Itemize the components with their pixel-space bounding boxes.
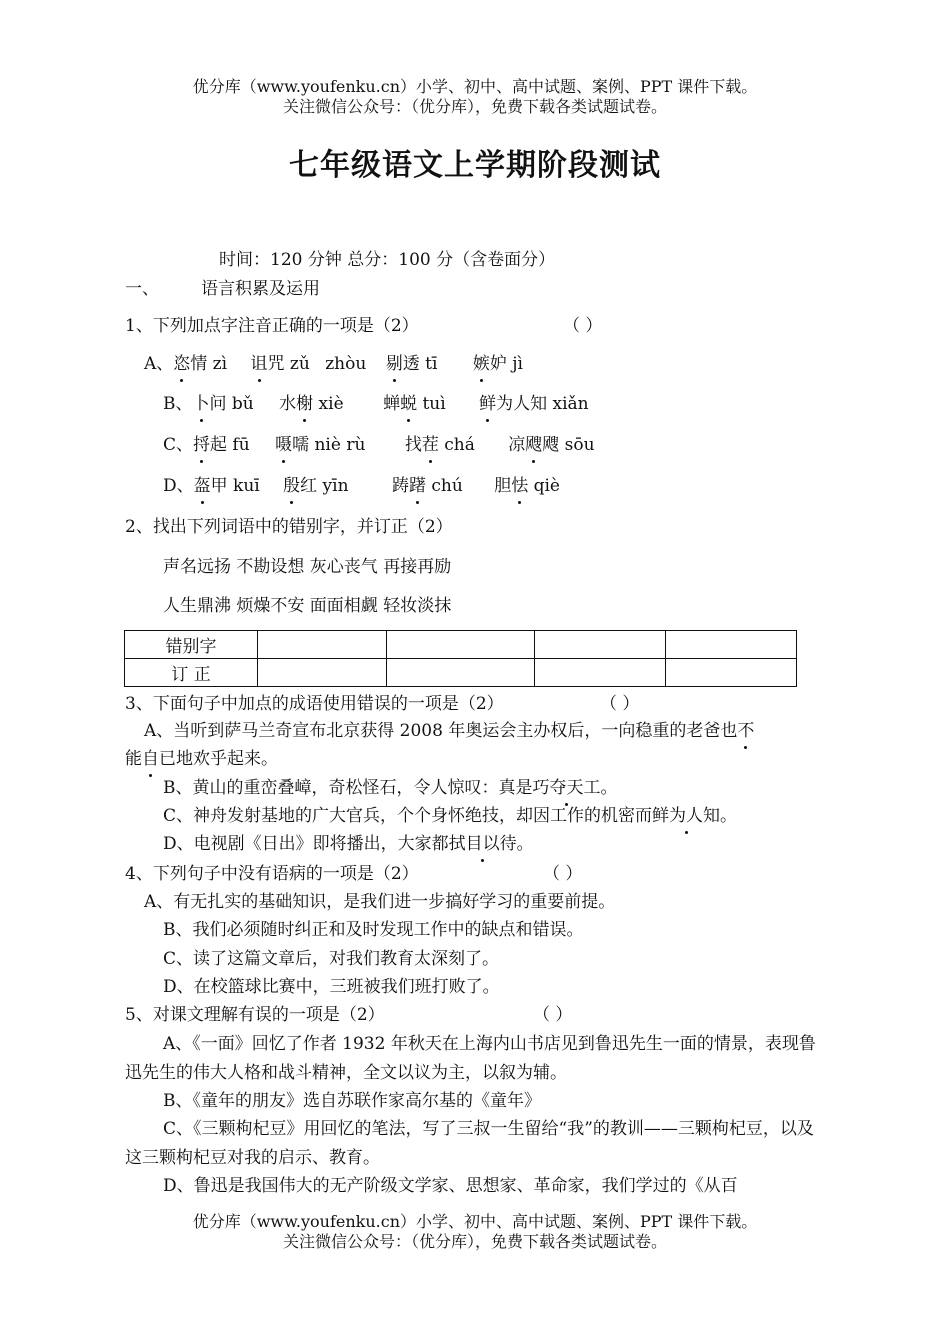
option-text: 咒 zǔ [267,354,310,374]
footer-line-1: 优分库（www.youfenku.cn）小学、初中、高中试题、案例、PPT 课件下载。 [192,1212,758,1231]
option-text: 甲 kuī [210,476,260,496]
option-text: 找 [404,435,422,455]
dotted-char: 茬 [421,435,439,455]
correction-table [124,630,797,687]
answer-cell[interactable] [535,659,666,687]
option-text: 情 zì [190,354,228,374]
q1-answer-paren: （ ） [563,316,603,336]
row-label-wrong: 错别字 [125,631,258,659]
dotted-char: 蜕 [400,394,418,414]
q3-option-b [163,776,618,800]
dotted-phrase: 不 [737,721,755,741]
answer-cell[interactable] [666,659,797,687]
option-text: 起 fū [210,435,250,455]
dotted-char: 殷 [283,476,301,496]
dotted-char: 躇 [408,476,426,496]
option-text: zhòu [325,354,367,374]
option-text: 踌 [391,476,409,496]
option-text: D、电视剧《日出》即将播出，大家都 [163,834,449,854]
q3-option-d [163,832,534,856]
q4-option-c: C、读了这篇文章后，对我们教育太深刻了。 [163,949,500,969]
q4-option-a: A、有无扎实的基础知识，是我们进一步搞好学习的重要前提。 [144,892,616,912]
q5-option-c: C、《三颗枸杞豆》用回忆的笔法，写了三叔一生留给“我”的教训——三颗枸杞豆，以及这三颗枸杞豆对我的启示、教育。 [125,1119,814,1168]
table-row [125,659,797,687]
q2-words-line-1: 声名远扬 不勘设想 灰心丧气 再接再励 [163,557,452,577]
q1-option-c [163,433,595,457]
answer-cell[interactable] [387,631,535,659]
q1-option-d [163,474,560,498]
q2-stem: 2、找出下列词语中的错别字，并订正（2） [125,517,453,537]
option-text: xiè [313,394,344,414]
option-text: B、黄山的重峦叠嶂，奇松怪石，令人惊叹：真是 [163,778,533,798]
option-label: B、 [163,394,193,414]
row-label-correct: 订 正 [125,659,258,687]
dotted-char: 榭 [296,394,314,414]
q4-option-d: D、在校篮球比赛中，三班被我们班打败了。 [163,977,500,997]
q3-option-a-line-1 [144,719,754,743]
q1-option-b [163,392,589,416]
option-text: 。 [516,834,534,854]
q5-option-d: D、鲁迅是我国伟大的无产阶级文学家、思想家、革命家，我们学过的《从百 [163,1176,738,1196]
header-line-2: 关注微信公众号：（优分库），免费下载各类试题试卷。 [282,97,667,116]
dotted-phrase: 巧夺天工 [532,778,601,798]
q5-option-a: A、《一面》回忆了作者 1932 年秋天在上海内山书店见到鲁迅先生一面的情景，表现鲁迅先生的伟大人格和战斗精神，全文以议为主，以叙为辅。 [125,1034,816,1083]
dotted-char: 剔 [385,354,403,374]
option-text: 妒 jì [489,354,523,374]
option-label: D、 [163,476,194,496]
answer-cell[interactable] [387,659,535,687]
option-text: tuì [417,394,446,414]
answer-cell[interactable] [666,631,797,659]
dotted-char: 飕 [525,435,543,455]
option-text: 。 [720,806,738,826]
option-text: 地欢乎起来。 [176,749,278,769]
option-text: 。 [600,778,618,798]
dotted-phrase: 能自已 [125,749,176,769]
dotted-char: 嗫 [275,435,293,455]
section-title: 语言积累及运用 [201,279,320,299]
dotted-char: 诅 [250,354,268,374]
dotted-char: 鲜 [479,394,497,414]
option-text: 凉 [508,435,526,455]
option-text: A、当听到萨马兰奇宣布北京获得 2008 年奥运会主办权后，一向稳重的老爸也 [144,721,738,741]
option-text: 红 yīn [300,476,349,496]
dotted-phrase: 拭目以待 [448,834,517,854]
dotted-char: 恣 [173,354,191,374]
dotted-char: 捋 [193,435,211,455]
q4-stem: 4、下列句子中没有语病的一项是（2） [125,864,419,884]
section-number: 一、 [125,279,159,299]
option-text: 飕 sōu [542,435,595,455]
q5-stem: 5、对课文理解有误的一项是（2） [125,1005,385,1025]
option-text: 蝉 [383,394,401,414]
option-text: 胆 [494,476,512,496]
option-text: 水 [279,394,297,414]
option-text: chá [438,435,475,455]
header-line-1: 优分库（www.youfenku.cn）小学、初中、高中试题、案例、PPT 课件下载。 [192,77,758,96]
q5-answer-paren: （ ） [533,1005,573,1025]
q1-option-a [144,352,523,376]
option-text: qiè [528,476,560,496]
exam-info: 时间：120 分钟 总分：100 分（含卷面分） [219,250,556,270]
q3-option-a-line-2 [125,747,278,771]
q5-option-b: B、《童年的朋友》选自苏联作家高尔基的《童年》 [163,1091,541,1111]
q3-answer-paren: （ ） [600,694,640,714]
table-row [125,631,797,659]
q3-stem: 3、下面句子中加点的成语使用错误的一项是（2） [125,694,504,714]
q2-words-line-2: 人生鼎沸 烦燥不安 面面相觑 轻妆淡抹 [163,596,452,616]
q4-option-b: B、我们必须随时纠正和及时发现工作中的缺点和错误。 [163,920,584,940]
option-text: chú [425,476,463,496]
footer-line-2: 关注微信公众号：（优分库），免费下载各类试题试卷。 [282,1232,667,1251]
option-text: 为人知 xiǎn [496,394,589,414]
q4-answer-paren: （ ） [543,864,583,884]
q3-option-c [163,804,737,828]
answer-cell[interactable] [258,631,387,659]
page-title: 七年级语文上学期阶段测试 [289,148,661,183]
answer-cell[interactable] [258,659,387,687]
dotted-char: 怯 [511,476,529,496]
dotted-char: 嫉 [472,354,490,374]
dotted-char: 卜 [192,394,210,414]
option-text: C、神舟发射基地的广大官兵，个个身怀绝技，却因工作的机密而 [163,806,653,826]
answer-cell[interactable] [535,631,666,659]
option-text: 问 bǔ [209,394,254,414]
q1-stem: 1、下列加点字注音正确的一项是（2） [125,316,419,336]
option-text: 嚅 niè rù [292,435,366,455]
option-label: C、 [163,435,194,455]
dotted-char: 盔 [193,476,211,496]
option-text: 透 tī [402,354,438,374]
option-label: A、 [144,354,174,374]
dotted-phrase: 鲜为人知 [652,806,721,826]
